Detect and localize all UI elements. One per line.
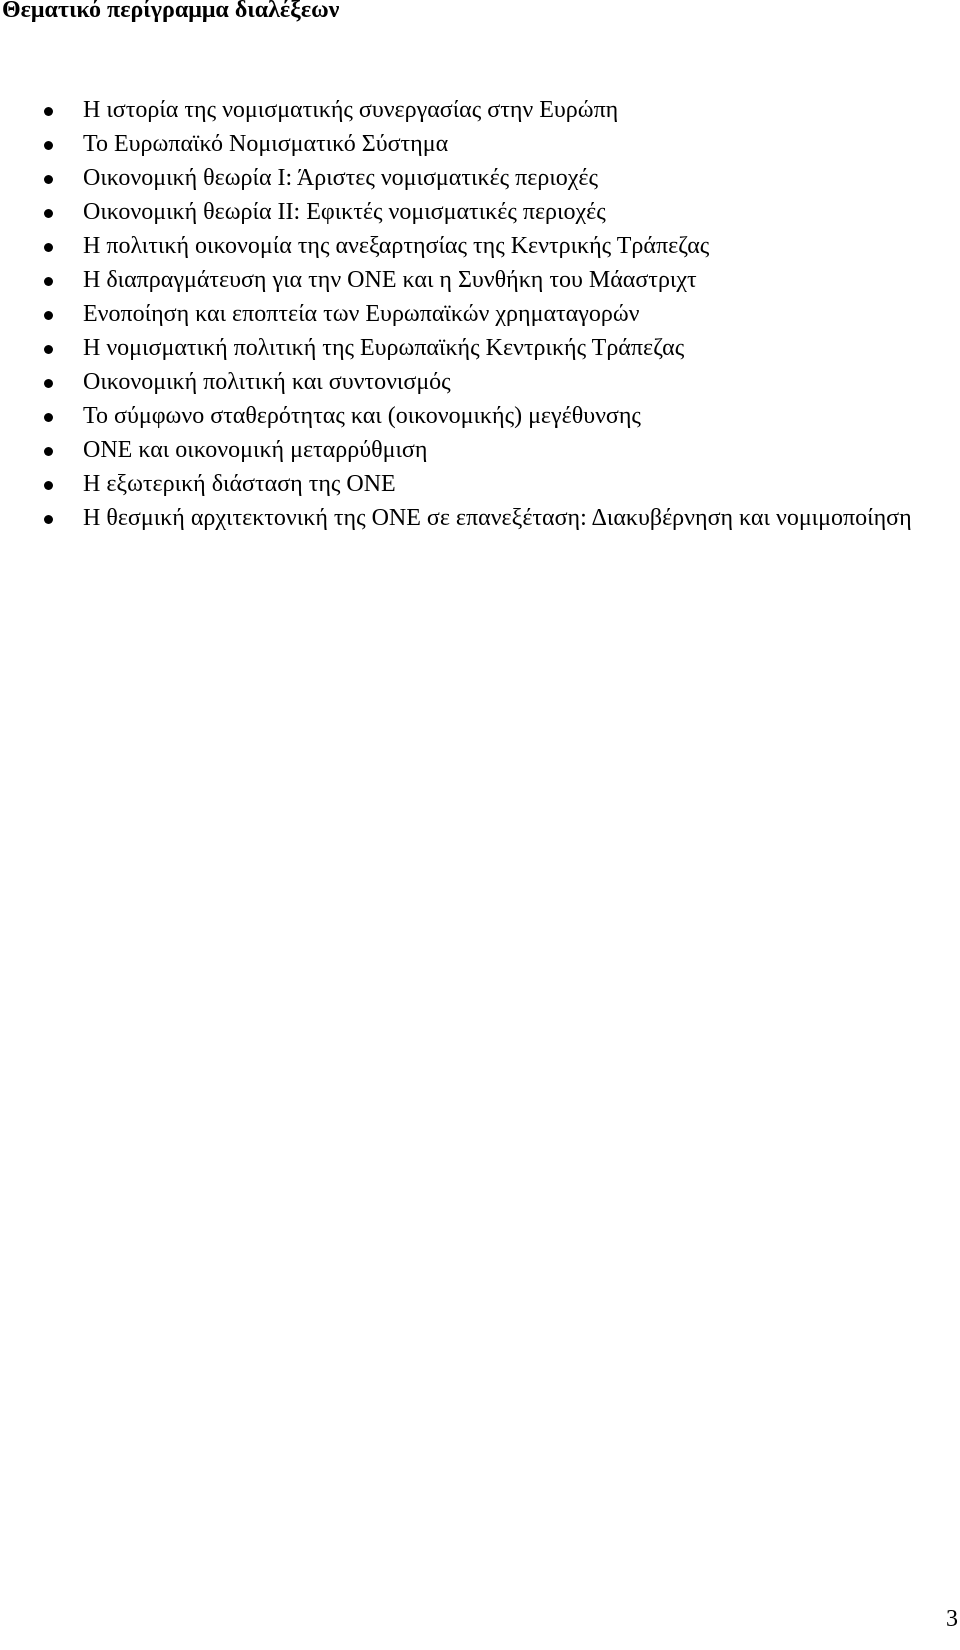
list-item (0, 195, 960, 229)
list-item-text: Η ιστορία της νομισματικής συνεργασίας στην Ευρώπη (83, 97, 619, 123)
bullet-icon (44, 277, 53, 286)
list-item (0, 467, 960, 501)
bullet-icon (44, 141, 53, 150)
list-item-text: Η διαπραγμάτευση για την ΟΝΕ και η Συνθήκη του Μάαστριχτ (83, 267, 697, 293)
list-item (0, 399, 960, 433)
list-item (0, 93, 960, 127)
list-item (0, 263, 960, 297)
page-title: Θεματικό περίγραμμα διαλέξεων (2, 0, 340, 23)
bullet-icon (44, 209, 53, 218)
bullet-icon (44, 175, 53, 184)
list-item (0, 433, 960, 467)
list-item (0, 297, 960, 331)
list-item-text: Το Ευρωπαϊκό Νομισματικό Σύστημα (83, 131, 449, 157)
list-item-text: Η πολιτική οικονομία της ανεξαρτησίας της Κεντρικής Τράπεζας (83, 233, 710, 259)
bullet-icon (44, 345, 53, 354)
list-item-text: Η θεσμική αρχιτεκτονική της ΟΝΕ σε επανεξέταση: Διακυβέρνηση και νομιμοποίηση (83, 505, 912, 531)
lecture-topics-list (0, 93, 960, 535)
list-item-text: Το σύμφωνο σταθερότητας και (οικονομικής) μεγέθυνσης (83, 403, 641, 429)
list-item-text: ΟΝΕ και οικονομική μεταρρύθμιση (83, 437, 428, 463)
bullet-icon (44, 515, 53, 524)
list-item-text: Η εξωτερική διάσταση της ΟΝΕ (83, 471, 396, 497)
list-item (0, 127, 960, 161)
list-item (0, 501, 960, 535)
list-item-text: Οικονομική θεωρία Ι: Άριστες νομισματικές περιοχές (83, 165, 599, 191)
bullet-icon (44, 107, 53, 116)
bullet-icon (44, 481, 53, 490)
bullet-icon (44, 243, 53, 252)
bullet-icon (44, 311, 53, 320)
list-item (0, 229, 960, 263)
list-item-text: Ενοποίηση και εποπτεία των Ευρωπαϊκών χρηματαγορών (83, 301, 640, 327)
list-item (0, 161, 960, 195)
list-item-text: Οικονομική θεωρία ΙΙ: Εφικτές νομισματικές περιοχές (83, 199, 606, 225)
list-item-text: Η νομισματική πολιτική της Ευρωπαϊκής Κεντρικής Τράπεζας (83, 335, 685, 361)
bullet-icon (44, 413, 53, 422)
bullet-icon (44, 447, 53, 456)
list-item (0, 365, 960, 399)
page-number: 3 (946, 1606, 958, 1632)
list-item (0, 331, 960, 365)
list-item-text: Οικονομική πολιτική και συντονισμός (83, 369, 451, 395)
bullet-icon (44, 379, 53, 388)
